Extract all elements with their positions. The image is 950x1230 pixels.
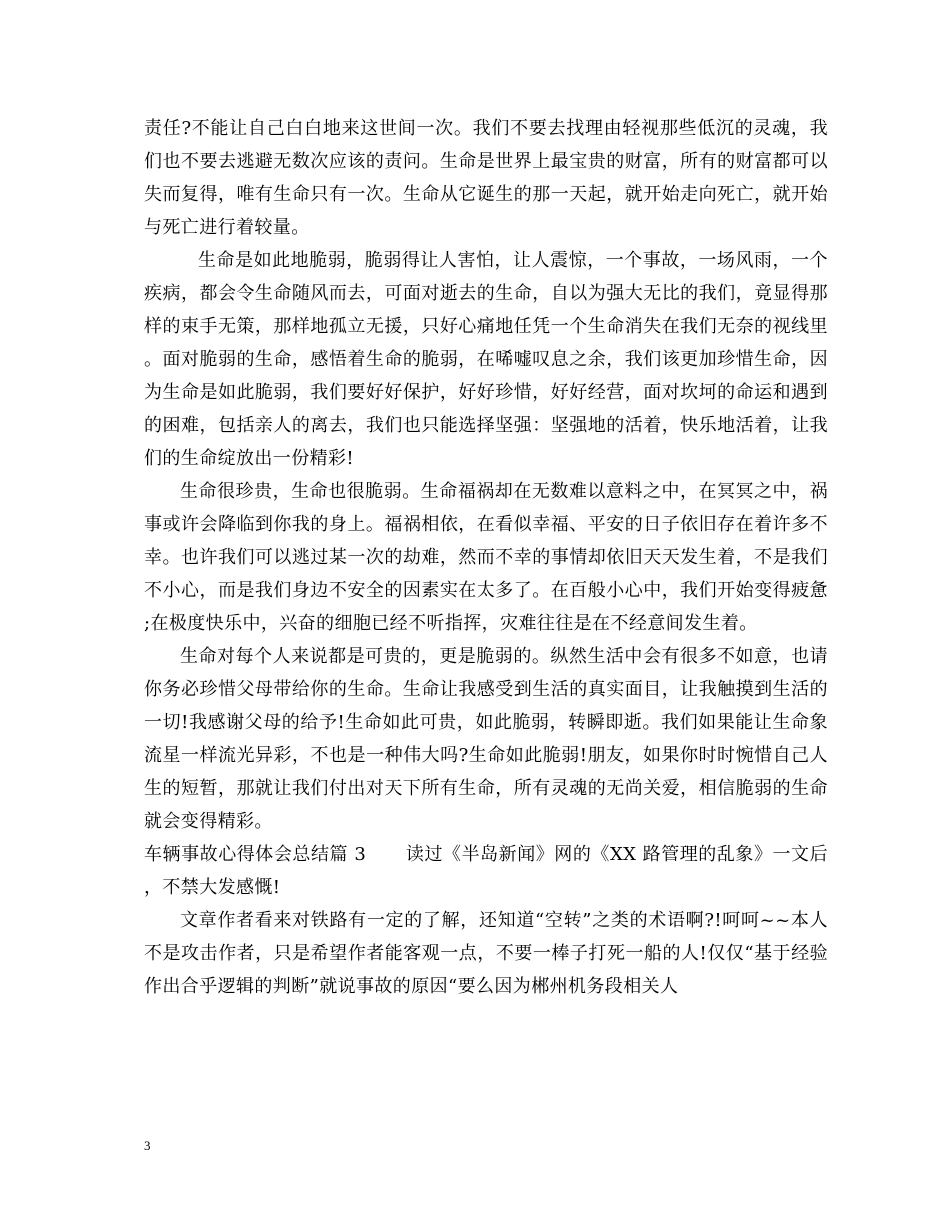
paragraph-2: 生命是如此地脆弱，脆弱得让人害怕，让人震惊，一个事故，一场风雨，一个疾病，都会令生命随风而去，可面对逝去的生命，自以为强大无比的我们，竟显得那样的束手无策，那样地孤立无援，只好心痛地任凭一个生命消失在我们无奈的视线里。面对脆弱的生命，感悟着生命的脆弱，在唏嘘叹息之余，我们该更加珍惜生命，因为生命是如此脆弱，我们要好好保护，好好珍惜，好好经营，面对坎坷的命运和遇到的困难，包括亲人的离去，我们也只能选择坚强：坚强地的活着，快乐地活着，让我们的生命绽放出一份精彩!: [144, 250, 828, 469]
section-title: 车辆事故心得体会总结篇 3: [144, 844, 367, 865]
paragraph-3: 生命很珍贵，生命也很脆弱。生命福祸却在无数难以意料之中，在冥冥之中，祸事或许会降临到你我的身上。福祸相依，在看似幸福、平安的日子依旧存在着许多不幸。也许我们可以逃过某一次的劫难，然而不幸的事情却依旧天天发生着，不是我们不小心，而是我们身边不安全的因素实在太多了。在百般小心中，我们开始变得疲惫;在极度快乐中，兴奋的细胞已经不听指挥，灾难往往是在不经意间发生着。: [144, 481, 828, 634]
section-heading-line: [144, 838, 828, 904]
page-number: 3: [144, 1138, 151, 1153]
paragraph-1: 责任?不能让自己白白地来这世间一次。我们不要去找理由轻视那些低沉的灵魂，我们也不要去逃避无数次应该的责问。生命是世界上最宝贵的财富，所有的财富都可以失而复得，唯有生命只有一次。生命从它诞生的那一天起，就开始走向死亡，就开始与死亡进行着较量。: [144, 118, 828, 238]
paragraph-5: 文章作者看来对铁路有一定的了解，还知道“空转”之类的术语啊?!呵呵~~本人不是攻击作者，只是希望作者能客观一点，不要一棒子打死一船的人!仅仅“基于经验作出合乎逻辑的判断”就说事故的原因“要么因为郴州机务段相关人: [144, 910, 828, 997]
paragraph-4: 生命对每个人来说都是可贵的，更是脆弱的。纵然生活中会有很多不如意，也请你务必珍惜父母带给你的生命。生命让我感受到生活的真实面目，让我触摸到生活的一切!我感谢父母的给予!生命如此可贵，如此脆弱，转瞬即逝。我们如果能让生命象流星一样流光异彩，不也是一种伟大吗?生命如此脆弱!朋友，如果你时时惋惜自己人生的短暂，那就让我们付出对天下所有生命，所有灵魂的无尚关爱，相信脆弱的生命就会变得精彩。: [144, 646, 828, 832]
section-intro: 读过《半岛新闻》网的《XX 路管理的乱象》一文后，不禁大发感慨!: [144, 844, 828, 898]
document-body: [144, 112, 828, 1003]
